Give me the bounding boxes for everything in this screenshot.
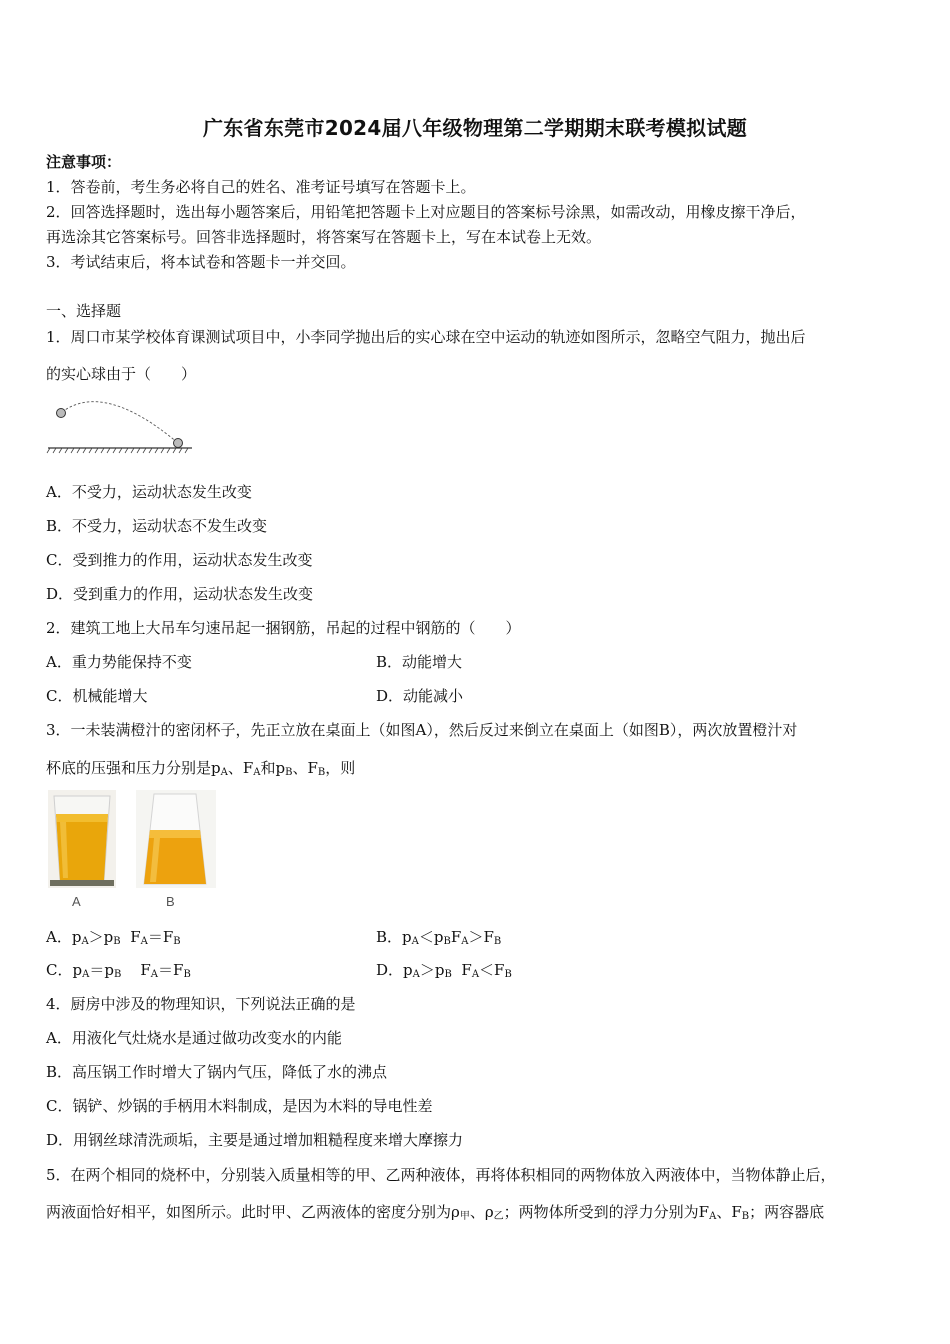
question-1-option-b: B．不受力，运动状态不发生改变 [46,517,268,535]
question-3-option-d: D．$p_A>p_B$ $F_A<F_B$ [376,961,512,980]
question-4-option-a: A．用液化气灶烧水是通过做功改变水的内能 [46,1029,342,1047]
question-4-option-b: B．高压锅工作时增大了锅内气压，降低了水的沸点 [46,1063,388,1081]
ball-start [57,409,66,418]
cup-a-label: A [72,894,81,909]
question-1-stem: 1．周口市某学校体育课测试项目中，小李同学抛出后的实心球在空中运动的轨迹如图所示，忽略空气阻力，抛出后 [46,328,806,346]
ball-end [174,439,183,448]
question-3-stem: 杯底的压强和压力分别是$p_A$、$F_A$和$p_B$、$F_B$，则 [46,759,356,778]
notice-item: 2．回答选择题时，选出每小题答案后，用铅笔把答题卡上对应题目的答案标号涂黑，如需改动，用橡皮擦干净后， [46,203,806,221]
cup-b [136,790,216,888]
trajectory-path [62,402,178,443]
notice-item: 1．答卷前，考生务必将自己的姓名、准考证号填写在答题卡上。 [46,178,476,196]
question-2-option-d: D．动能减小 [376,687,464,705]
question-1-option-c: C．受到推力的作用，运动状态发生改变 [46,551,313,569]
question-3-option-a: A．$p_A>p_B$ $F_A=F_B$ [46,928,181,947]
question-2-option-c: C．机械能增大 [46,687,148,705]
question-4-option-d: D．用钢丝球清洗顽垢，主要是通过增加粗糙程度来增大摩擦力 [46,1131,464,1149]
question-2-option-a: A．重力势能保持不变 [46,653,192,671]
notice-item: 3．考试结束后，将本试卷和答题卡一并交回。 [46,253,356,271]
question-1-stem: 的实心球由于（ ） [46,365,197,383]
notice-item: 再选涂其它答案标号。回答非选择题时，将答案写在答题卡上，写在本试卷上无效。 [46,228,602,246]
ball-trajectory-figure [44,393,196,455]
question-4-stem: 4．厨房中涉及的物理知识，下列说法正确的是 [46,995,356,1013]
notice-heading: 注意事项： [46,153,122,171]
question-2-option-b: B．动能增大 [376,653,463,671]
question-4-option-c: C．锅铲、炒锅的手柄用木料制成，是因为木料的导电性差 [46,1097,433,1115]
orange-juice-cups-figure [46,788,218,910]
question-3-stem: 3．一未装满橙汁的密闭杯子，先正立放在桌面上（如图A），然后反过来倒立在桌面上（如图B），两次放置橙汁对 [46,721,798,739]
question-5-stem: 5．在两个相同的烧杯中，分别装入质量相等的甲、乙两种液体，再将体积相同的两物体放入两液体中，当物体静止后， [46,1166,836,1184]
cup-a [48,790,116,888]
ground-hatching [47,448,188,453]
cup-b-label: B [166,894,175,909]
question-5-stem: 两液面恰好相平，如图所示。此时甲、乙两液体的密度分别为$\rho_甲$、$\rho_乙$；两物体所受到的浮力分别为$F_A$、$F_B$；两容器底 [46,1203,825,1222]
question-1-option-a: A．不受力，运动状态发生改变 [46,483,252,501]
page-title: 广东省东莞市2024届八年级物理第二学期期末联考模拟试题 [202,116,748,140]
question-2-stem: 2．建筑工地上大吊车匀速吊起一捆钢筋，吊起的过程中钢筋的（ ） [46,619,521,637]
question-1-option-d: D．受到重力的作用，运动状态发生改变 [46,585,314,603]
section-heading: 一、选择题 [46,302,122,320]
question-3-option-c: C．$p_A=p_B$ $F_A=F_B$ [46,961,191,980]
question-3-option-b: B．$p_A<p_BF_A>F_B$ [376,928,502,947]
